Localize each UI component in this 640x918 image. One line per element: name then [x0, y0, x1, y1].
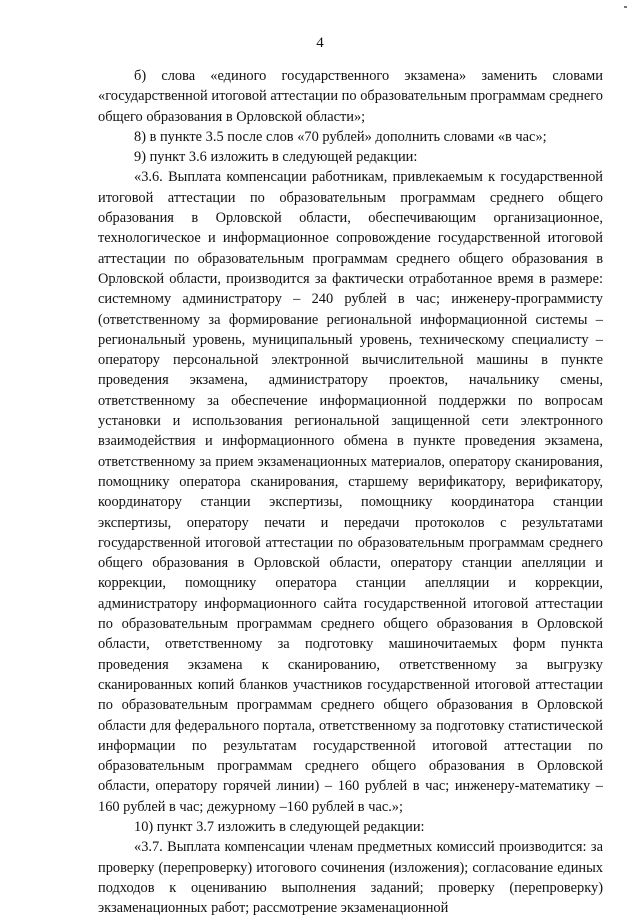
- paragraph-clause-3-6: «3.6. Выплата компенсации работникам, привлекаемым к государственной итоговой аттестации по образовательным программам среднего общего образования в Орловской области, обеспечивающим организационное, технологическое и информационное сопровождение государственной итоговой аттестации по образовательным программам среднего общего образования в Орловской области, производится за фактически отработанное время в размере: системному администратору – 240 рублей в час; инженеру-программисту (ответственному за формирование региональной информационной системы – региональный уровень, муниципальный уровень, техническому специалисту – оператору персональной электронной вычислительной машины в пункте проведения экзамена, администратору проектов, начальнику смены, ответственному за обеспечение информационной поддержки по вопросам установки и использования региональной защищенной сети электронного взаимодействия и информационного обмена в пункте проведения экзамена, ответственному за прием экзаменационных материалов, оператору сканирования, помощнику оператора сканирования, старшему верификатору, верификатору, координатору станции экспертизы, помощнику координатора станции экспертизы, оператору печати и передачи протоколов с результатами государственной итоговой аттестации по образовательным программам среднего общего образования в Орловской области, оператору станции апелляции и коррекции, помощнику оператора станции апелляции и коррекции, администратору информационного сайта государственной итоговой аттестации по образовательным программам среднего общего образования в Орловской области, ответственному за подготовку машиночитаемых форм пункта проведения экзамена к сканированию, ответственному за выгрузку сканированных копий бланков участников государственной итоговой аттестации по образовательным программам среднего общего образования в Орловской области для федерального портала, ответственному за подготовку статистической информации по результатам государственной итоговой аттестации по образовательным программам среднего общего образования в Орловской области, оператору горячей линии) – 160 рублей в час; инженеру-математику – 160 рублей в час; дежурному –160 рублей в час.»;: [98, 169, 603, 815]
- paragraph-item-9: 9) пункт 3.6 изложить в следующей редакции:: [134, 149, 418, 166]
- page-number: 4: [316, 35, 324, 51]
- scan-mark: [624, 6, 627, 8]
- paragraph-amendment-b: б) слова «единого государственного экзамена» заменить словами «государственной итоговой аттестации по образовательным программам среднего общего образования в Орловской области»;: [98, 68, 603, 125]
- document-body: [98, 66, 603, 918]
- paragraph-item-10: 10) пункт 3.7 изложить в следующей редакции:: [134, 818, 425, 835]
- paragraph-clause-3-7: «3.7. Выплата компенсации членам предметных комиссий производится: за проверку (перепроверку) итогового сочинения (изложения); согласование единых подходов к оцениванию выполнения заданий; проверку (перепроверку) экзаменационных работ; рассмотрение экзаменационной: [98, 839, 603, 917]
- paragraph-item-8: 8) в пункте 3.5 после слов «70 рублей» дополнить словами «в час»;: [134, 128, 547, 145]
